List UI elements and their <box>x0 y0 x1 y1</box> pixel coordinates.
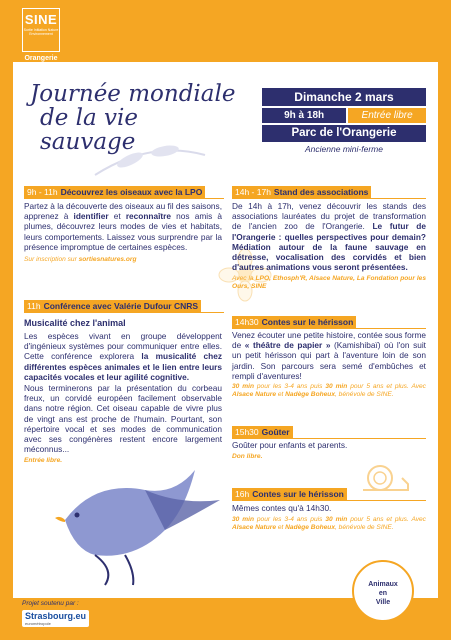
sine-logo <box>22 8 60 62</box>
section-label: Contes sur le hérisson <box>262 316 357 328</box>
signup-link[interactable]: sortiesnatures.org <box>78 256 137 264</box>
section-header-hedgehog-2 <box>232 488 426 500</box>
section-time: 14h30 <box>232 316 262 328</box>
left-frame <box>0 0 13 640</box>
title-line-1: Journée mondiale <box>30 81 236 107</box>
page-title <box>30 82 240 154</box>
section-label: Découvrez les oiseaux avec la LPO <box>61 186 206 198</box>
sponsor-logo: Strasbourg.eu eurométropole <box>22 610 89 627</box>
section-header-hedgehog-1 <box>232 316 426 328</box>
section-body-conference: Les espèces vivant en groupe développent d'ingénieux systèmes pour communiquer entre elles. Cette conférence explorera la musicalité chez différentes espèces animales et le lien entre leurs capacités vocales et leur agilité cognitive. Nous terminerons par la présentation du corbeau freux, un corvidé européen facilement observable dans notre région. Cet oiseau capable de vivre plus de vingt ans est proche de l'humain. Pourtant, son répertoire vocal et ses modes de communication avec ses congénères restent encore largement méconnus... Entrée libre. <box>24 331 222 465</box>
section-label: Goûter <box>262 426 293 438</box>
section-header-birds <box>24 186 224 198</box>
section-body-hedgehog-2: Mêmes contes qu'à 14h30. 30 min pour les 3-4 ans puis 30 min pour 5 ans et plus. Avec Alsace Nature et Nadège Boheux, bénévole de SINE. <box>232 503 426 532</box>
logo-name: SINE <box>24 12 58 27</box>
section-time: 11h <box>24 300 44 312</box>
logo-place: Orangerie <box>24 55 58 62</box>
section-label: Stand des associations <box>274 186 371 198</box>
support-text: Projet soutenu par : <box>22 600 79 607</box>
event-entry: Entrée libre <box>348 108 426 123</box>
section-time: 9h - 11h <box>24 186 61 198</box>
event-time: 9h à 18h <box>262 108 346 123</box>
section-body-birds: Partez à la découverte des oiseaux au fil des saisons, apprenez à identifier et reconnaître nos amis à plumes, découvrez leurs modes de vies et habitats, leurs comportements. Laissez vous surprendre par la présence impromptue de certaines espèces. Sur inscription sur sortiesnatures.org <box>24 201 222 264</box>
section-header-stands <box>232 186 426 198</box>
conference-subtitle: Musicalité chez l'animal <box>24 318 126 328</box>
animaux-en-ville-badge: Animaux en Ville <box>352 560 414 622</box>
title-line-2: de la vie sauvage <box>40 105 138 155</box>
event-venue-sub: Ancienne mini-ferme <box>305 144 383 154</box>
section-body-snack: Goûter pour enfants et parents. Don libre. <box>232 440 348 461</box>
event-venue: Parc de l'Orangerie <box>262 125 426 142</box>
section-time: 15h30 <box>232 426 262 438</box>
event-info-box <box>262 88 426 154</box>
bird-illustration-icon <box>55 460 225 590</box>
section-label: Contes sur le hérisson <box>252 488 347 500</box>
section-time: 16h <box>232 488 252 500</box>
section-time: 14h - 17h <box>232 186 274 198</box>
right-frame <box>438 0 451 640</box>
event-time-row <box>262 108 426 123</box>
section-header-snack <box>232 426 426 438</box>
section-label: Conférence avec Valérie Dufour CNRS <box>44 300 201 312</box>
logo-tagline: Sortie Initiation Nature Environnement <box>23 28 59 36</box>
top-frame <box>0 0 451 62</box>
event-date: Dimanche 2 mars <box>262 88 426 106</box>
section-body-hedgehog-1: Venez écouter une petite histoire, contée sous forme de « théâtre de papier » (Kamishibaï) où l'on suit un petit hérisson qui part à l'aventure loin de son jardin. Son parcours sera semé d'embûches et rempli d'aventures! 30 min pour les 3-4 ans puis 30 min pour 5 ans et plus. Avec Alsace Nature et Nadège Boheux, bénévole de SINE. <box>232 330 426 399</box>
section-body-stands: De 14h à 17h, venez découvrir les stands des associations lauréates du projet de transformation de l'ancien zoo de l'Orangerie. Le futur de l'Orangerie : quelles perspectives pour demain? Médiation autour de la faune sauvage en détresse, vocalisation des corvidés et bien d'autres animations vous seront présentées. Avec la LPO, Ethosph'R, Alsace Nature, La Fondation pour les Ours, SINE <box>232 201 426 291</box>
section-header-conference <box>24 300 224 312</box>
